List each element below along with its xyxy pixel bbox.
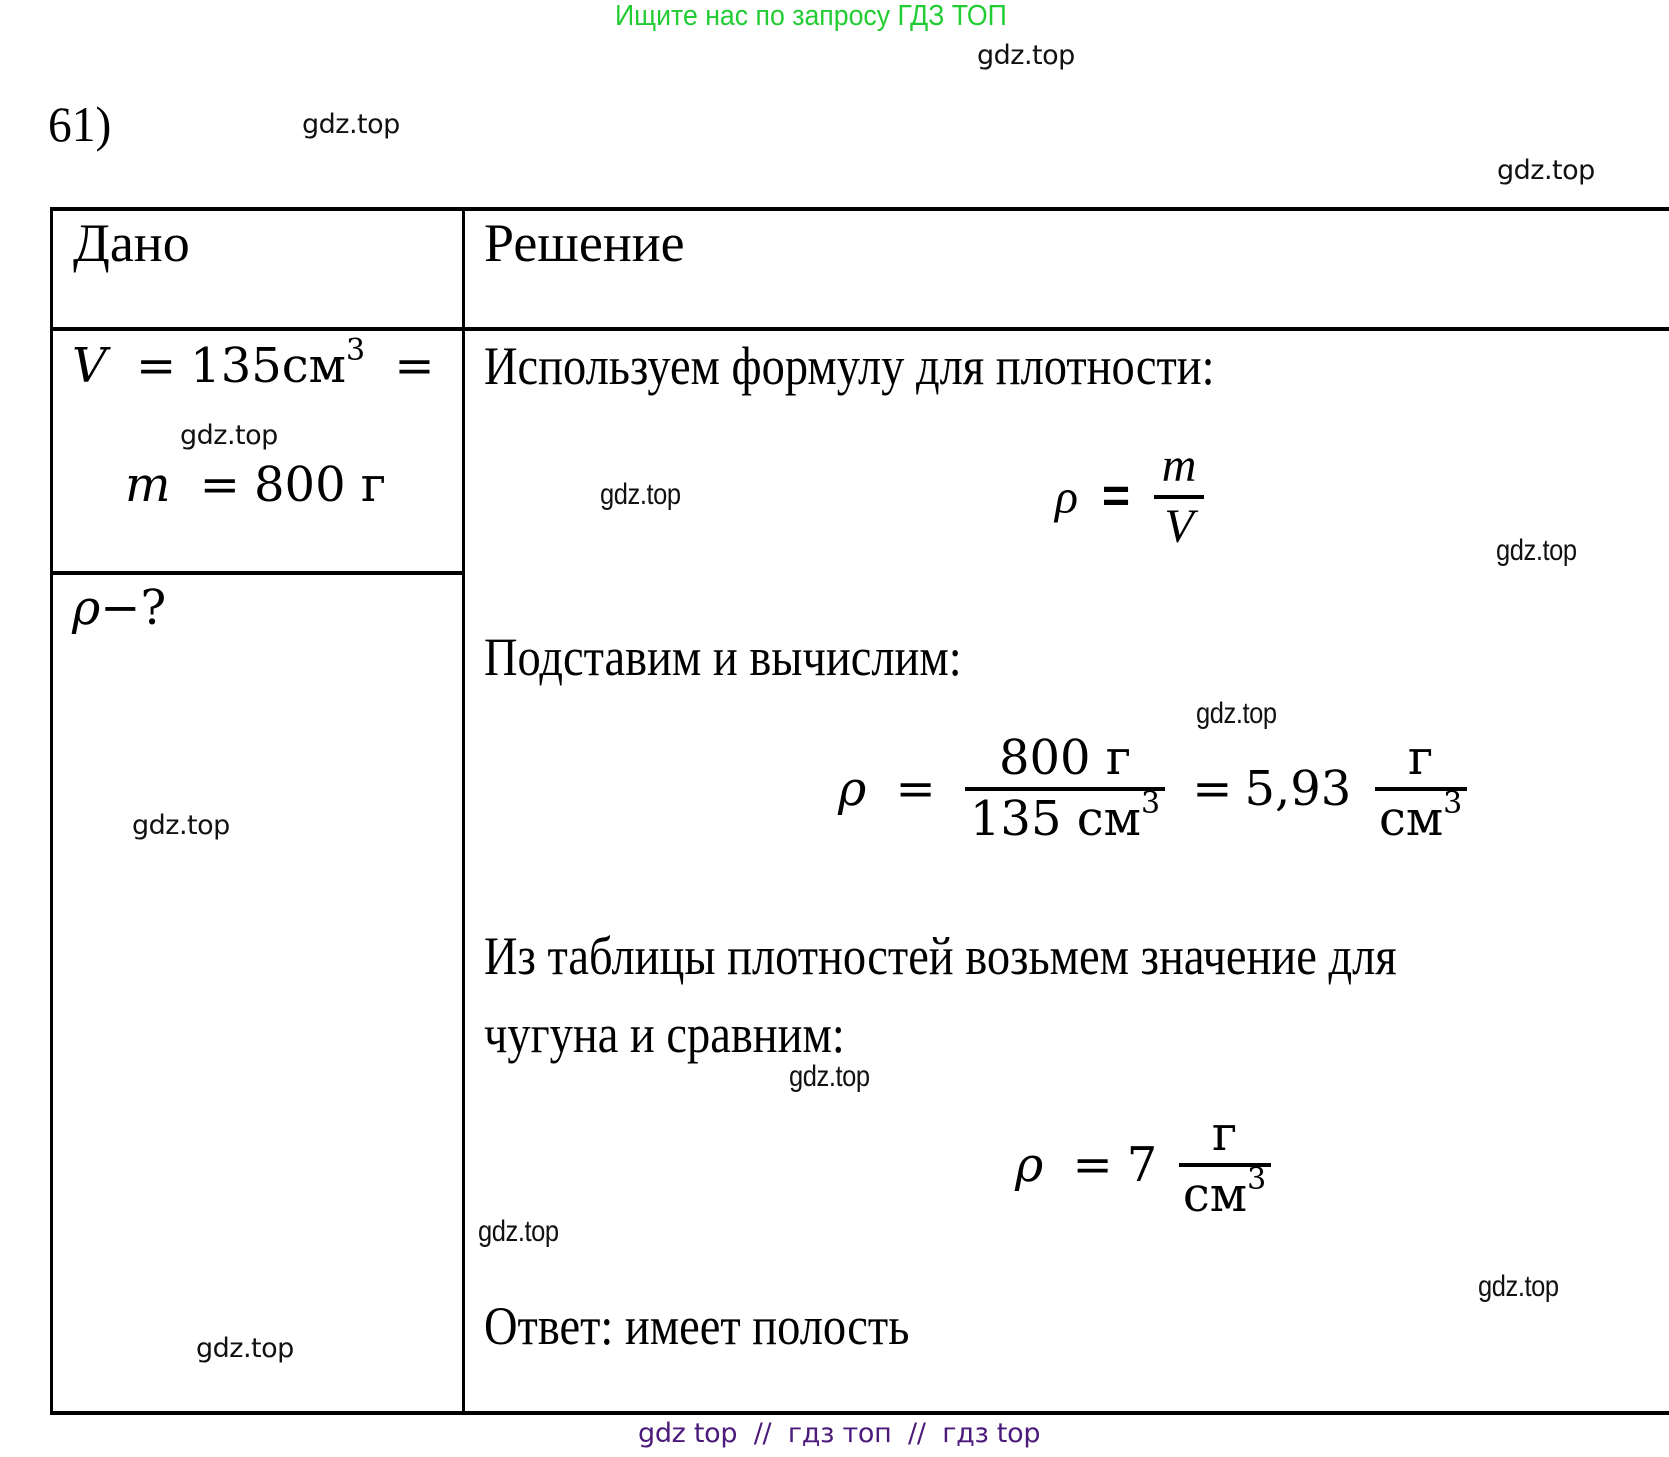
solution-step-2-text: Подставим и вычислим: (484, 627, 962, 687)
given-volume: $V = 135см^3$ = (72, 333, 435, 394)
given-mass: m = 800 г (125, 457, 387, 513)
footer-watermark: gdz top // гдз топ // гдз top (638, 1418, 1041, 1449)
watermark: gdz.top (478, 1215, 559, 1248)
watermark: gdz.top (1196, 697, 1277, 730)
table-border-top (50, 207, 1669, 211)
watermark: gdz.top (180, 420, 278, 451)
watermark: gdz.top (1497, 155, 1595, 186)
density-formula: ρ = $\frac{m}{V}$ (1055, 440, 1204, 554)
find-quantity: ρ−? (72, 580, 167, 636)
var-mass: m (125, 457, 171, 513)
header-given: Дано (73, 213, 190, 273)
density-calculation: ρ = $\frac{800 г}{135 см^3}$ = 5,93 $\frac{г}{см^3}$ (838, 732, 1467, 846)
watermark: gdz.top (302, 109, 400, 140)
task-number: 61) (48, 96, 112, 152)
watermark: gdz.top (977, 40, 1075, 71)
fraction: $\frac{г}{см^3}$ (1375, 732, 1467, 846)
fraction: $\frac{800 г}{135 см^3}$ (965, 732, 1165, 846)
watermark: gdz.top (132, 810, 230, 841)
cast-iron-density: ρ = 7 $\frac{г}{см^3}$ (1015, 1108, 1271, 1222)
header-solution: Решение (484, 213, 685, 273)
solution-step-3-line-2: чугуна и сравним: (484, 1004, 845, 1064)
var-volume: V (72, 338, 107, 394)
table-column-divider (462, 207, 465, 1415)
watermark: gdz.top (196, 1333, 294, 1364)
watermark: gdz.top (600, 478, 681, 511)
table-border-left (50, 207, 53, 1415)
given-find-divider (50, 571, 464, 575)
solution-step-1-text: Используем формулу для плотности: (484, 336, 1215, 396)
fraction: $\frac{m}{V}$ (1154, 440, 1204, 554)
promo-banner: Ищите нас по запросу ГДЗ ТОП (615, 0, 1007, 32)
fraction: $\frac{г}{см^3}$ (1179, 1108, 1271, 1222)
table-header-divider (50, 327, 1669, 331)
solution-step-3-line-1: Из таблицы плотностей возьмем значение для (484, 926, 1397, 986)
table-border-bottom (50, 1411, 1669, 1415)
watermark: gdz.top (1478, 1270, 1559, 1303)
watermark: gdz.top (789, 1060, 870, 1093)
answer-text: Ответ: имеет полость (484, 1296, 910, 1356)
watermark: gdz.top (1496, 534, 1577, 567)
